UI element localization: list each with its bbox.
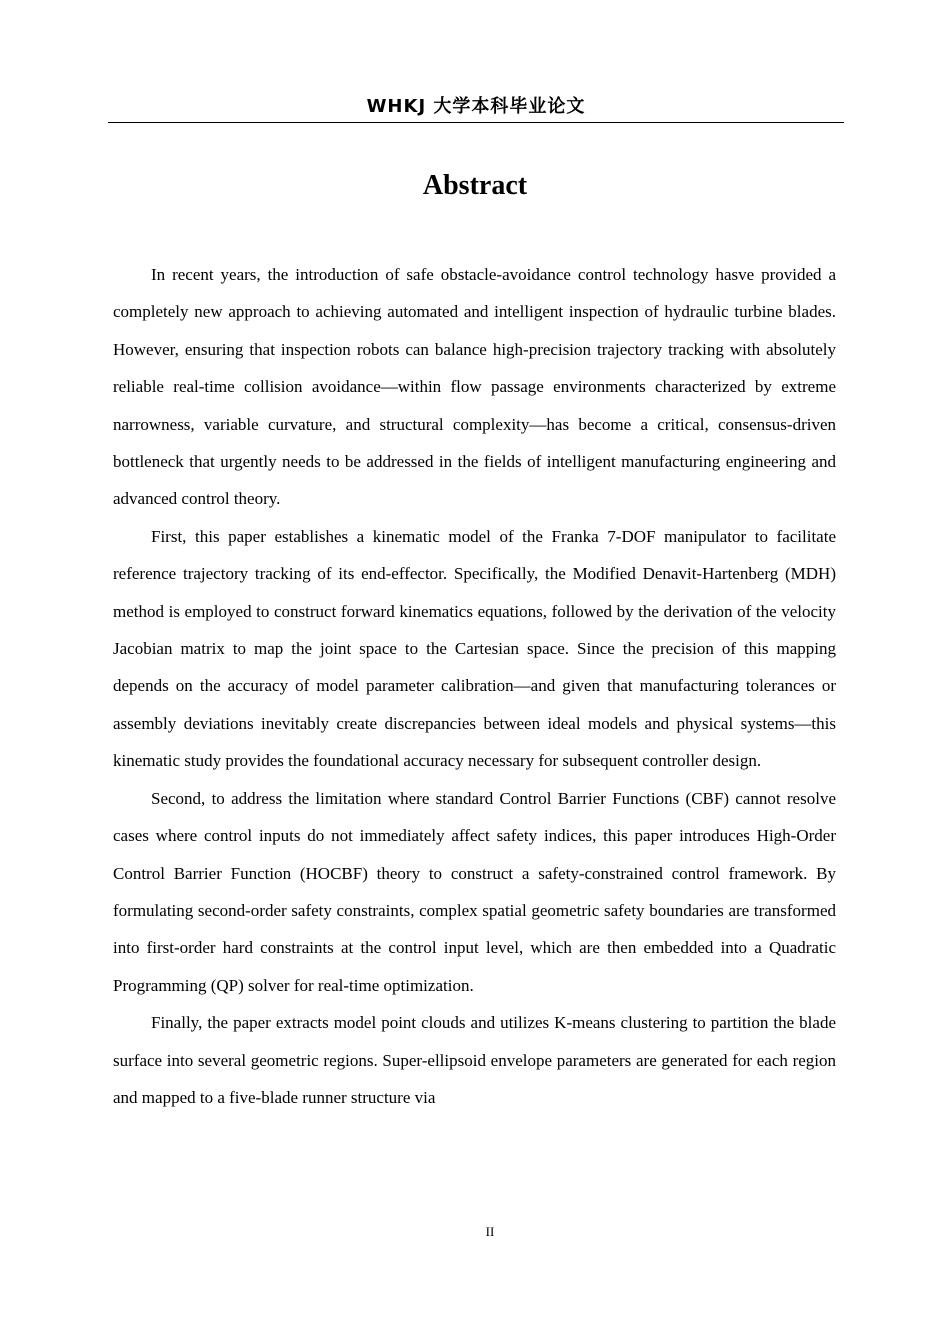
page-number: II xyxy=(485,1224,495,1239)
abstract-paragraph-3: Second, to address the limitation where standard Control Barrier Functions (CBF) cannot resolve cases where control inputs do not immediately affect safety indices, this paper introduces High-Order Control Barrier Function (HOCBF) theory to construct a safety-constrained control framework. By formulating second-order safety constraints, complex spatial geometric safety boundaries are transformed into first-order hard constraints at the control input level, which are then embedded into a Quadratic Programming (QP) solver for real-time optimization. xyxy=(113,788,836,995)
running-header xyxy=(108,92,844,123)
abstract-paragraph-4: Finally, the paper extracts model point clouds and utilizes K-means clustering to partition the blade surface into several geometric regions. Super-ellipsoid envelope parameters are generated for each region and mapped to a five-blade runner structure via xyxy=(113,1013,836,1107)
abstract-body xyxy=(113,256,836,1116)
abstract-paragraph-1: In recent years, the introduction of safe obstacle-avoidance control technology hasve provided a completely new approach to achieving automated and intelligent inspection of hydraulic turbine blades. However, ensuring that inspection robots can balance high-precision trajectory tracking with absolutely reliable real-time collision avoidance—within flow passage environments characterized by extreme narrowness, variable curvature, and structural complexity—has become a critical, consensus-driven bottleneck that urgently needs to be addressed in the fields of intelligent manufacturing engineering and advanced control theory. xyxy=(113,265,836,509)
abstract-paragraph-2: First, this paper establishes a kinematic model of the Franka 7-DOF manipulator to facilitate reference trajectory tracking of its end-effector. Specifically, the Modified Denavit-Hartenberg (MDH) method is employed to construct forward kinematics equations, followed by the derivation of the velocity Jacobian matrix to map the joint space to the Cartesian space. Since the precision of this mapping depends on the accuracy of model parameter calibration—and given that manufacturing tolerances or assembly deviations inevitably create discrepancies between ideal models and physical systems—this kinematic study provides the foundational accuracy necessary for subsequent controller design. xyxy=(113,526,836,771)
header-title: WHKJ 大学本科毕业论文 xyxy=(366,96,586,117)
page-title: Abstract xyxy=(422,170,528,201)
